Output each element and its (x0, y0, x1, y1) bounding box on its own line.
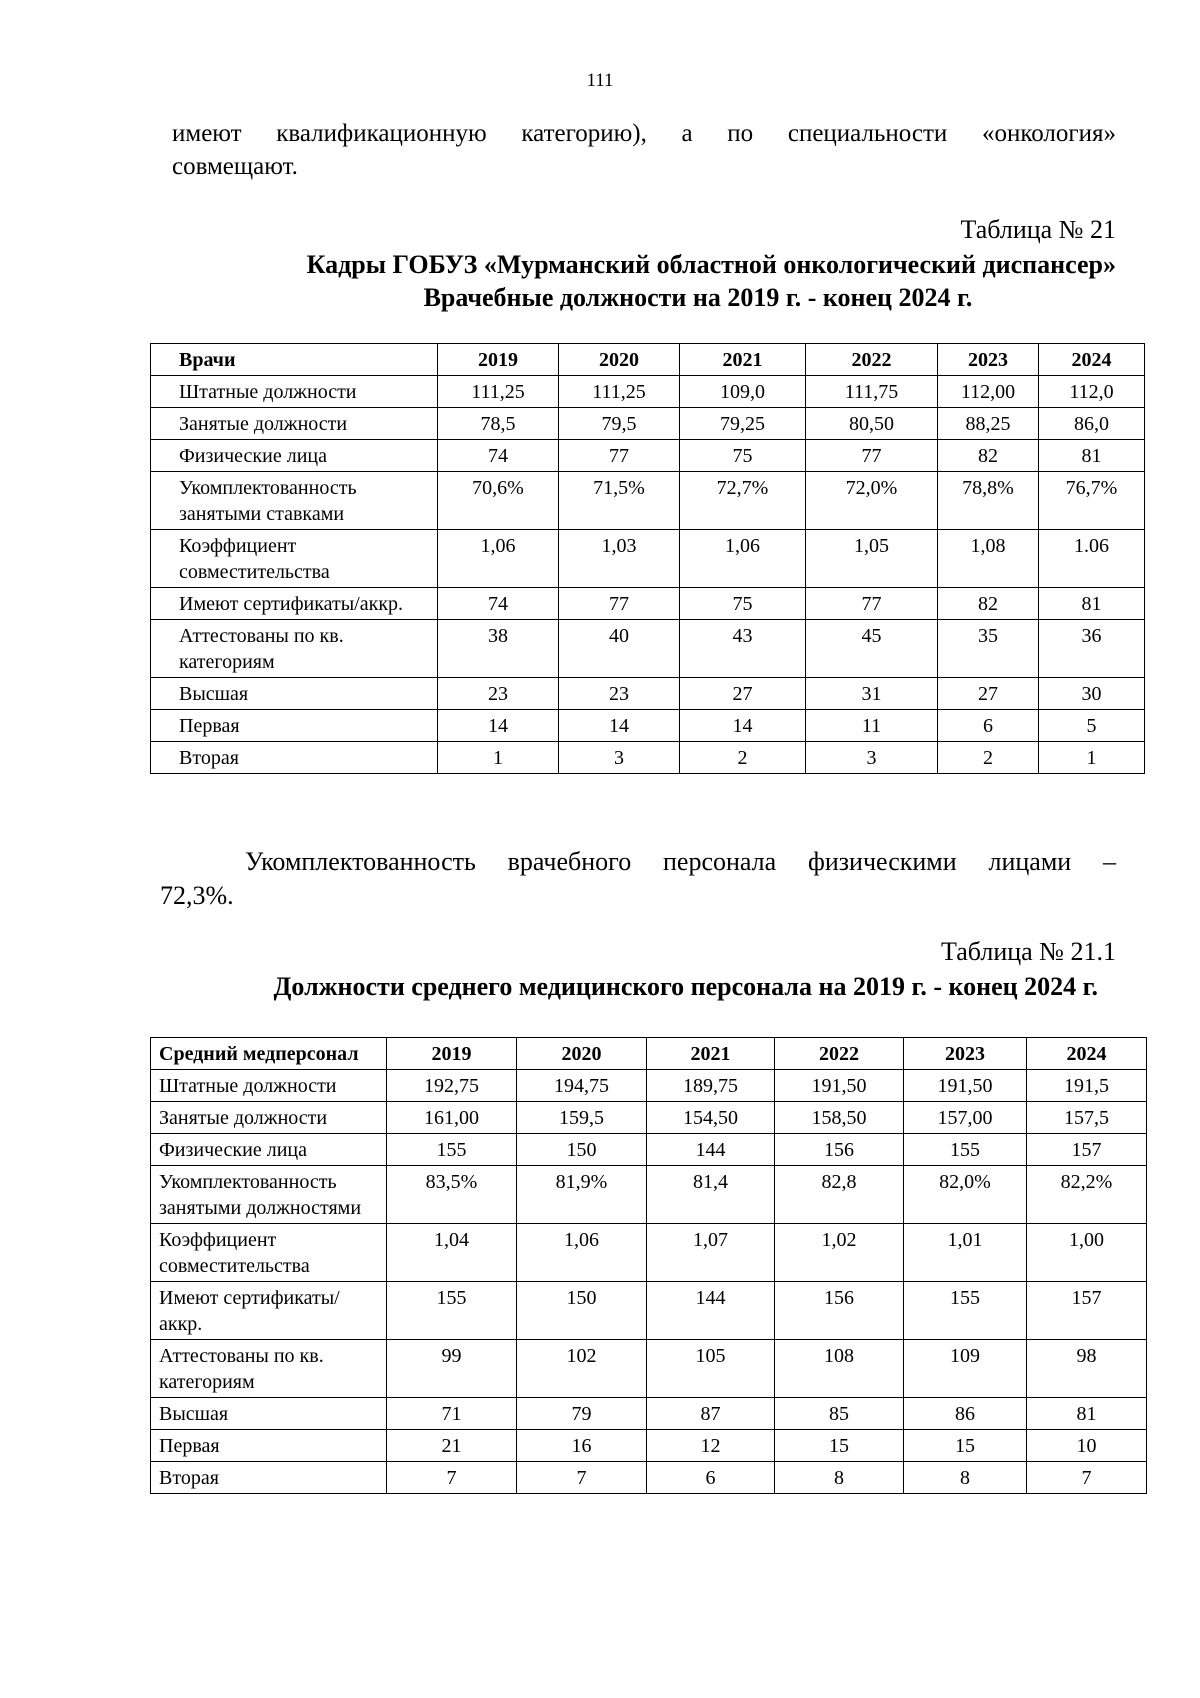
value-cell: 86 (904, 1398, 1027, 1430)
value-cell: 87 (647, 1398, 775, 1430)
table-row (151, 1340, 1147, 1398)
value-cell: 27 (680, 678, 806, 710)
table-21-1-title (150, 970, 1116, 1003)
value-cell: 157,5 (1027, 1102, 1147, 1134)
value-cell: 1 (1039, 742, 1145, 774)
value-cell: 16 (517, 1430, 647, 1462)
header-cell: Врачи (151, 344, 438, 376)
table-row (151, 408, 1145, 440)
row-label-cell: Физические лица (151, 1134, 387, 1166)
header-cell: 2024 (1027, 1038, 1147, 1070)
value-cell: 15 (904, 1430, 1027, 1462)
intro-line-1: имеют квалификационную категорию), а по специальности «онкология» (172, 120, 1116, 147)
doctors-staff-table (150, 343, 1145, 774)
value-cell: 71 (387, 1398, 517, 1430)
value-cell: 3 (806, 742, 938, 774)
page-number: 111 (586, 70, 614, 91)
value-cell: 155 (904, 1134, 1027, 1166)
header-cell: Средний медперсонал (151, 1038, 387, 1070)
value-cell: 191,50 (904, 1070, 1027, 1102)
row-label-cell: Коэффициент совместительства (151, 1224, 387, 1282)
value-cell: 81 (1039, 440, 1145, 472)
value-cell: 71,5% (559, 472, 680, 530)
value-cell: 82 (938, 588, 1039, 620)
value-cell: 74 (438, 588, 559, 620)
value-cell: 2 (680, 742, 806, 774)
value-cell: 1,08 (938, 530, 1039, 588)
intro-line-2: совмещают. (172, 153, 298, 180)
value-cell: 76,7% (1039, 472, 1145, 530)
value-cell: 192,75 (387, 1070, 517, 1102)
table-21-label: Таблица № 21 (960, 215, 1116, 244)
header-cell: 2022 (806, 344, 938, 376)
value-cell: 154,50 (647, 1102, 775, 1134)
value-cell: 11 (806, 710, 938, 742)
value-cell: 108 (775, 1340, 904, 1398)
value-cell: 155 (387, 1134, 517, 1166)
table-row (151, 376, 1145, 408)
value-cell: 77 (806, 440, 938, 472)
value-cell: 36 (1039, 620, 1145, 678)
value-cell: 1,03 (559, 530, 680, 588)
value-cell: 157,00 (904, 1102, 1027, 1134)
row-label-cell: Занятые должности (151, 1102, 387, 1134)
row-label-cell: Укомплектованность занятыми должностями (151, 1166, 387, 1224)
row-label-cell: Аттестованы по кв. категориям (151, 1340, 387, 1398)
table-row (151, 742, 1145, 774)
value-cell: 86,0 (1039, 408, 1145, 440)
value-cell: 7 (387, 1462, 517, 1494)
table-21-1-title-text: Должности среднего медицинского персонала на 2019 г. - конец 2024 г. (273, 972, 1098, 1001)
value-cell: 155 (904, 1282, 1027, 1340)
header-cell: 2019 (438, 344, 559, 376)
value-cell: 14 (559, 710, 680, 742)
table-row (151, 1224, 1147, 1282)
value-cell: 75 (680, 440, 806, 472)
value-cell: 111,75 (806, 376, 938, 408)
value-cell: 144 (647, 1282, 775, 1340)
table-row (151, 1430, 1147, 1462)
table-row (151, 710, 1145, 742)
table-21-title-line-1: Кадры ГОБУЗ «Мурманский областной онкологический диспансер» (306, 250, 1116, 279)
value-cell: 111,25 (559, 376, 680, 408)
row-label-cell: Вторая (151, 1462, 387, 1494)
value-cell: 189,75 (647, 1070, 775, 1102)
value-cell: 14 (438, 710, 559, 742)
row-label-cell: Физические лица (151, 440, 438, 472)
value-cell: 82,2% (1027, 1166, 1147, 1224)
value-cell: 10 (1027, 1430, 1147, 1462)
value-cell: 81 (1039, 588, 1145, 620)
value-cell: 23 (559, 678, 680, 710)
value-cell: 85 (775, 1398, 904, 1430)
value-cell: 7 (517, 1462, 647, 1494)
row-label-cell: Высшая (151, 1398, 387, 1430)
value-cell: 1,00 (1027, 1224, 1147, 1282)
value-cell: 194,75 (517, 1070, 647, 1102)
value-cell: 1,04 (387, 1224, 517, 1282)
row-label-cell: Первая (151, 1430, 387, 1462)
row-label-cell: Имеют сертификаты/аккр. (151, 588, 438, 620)
value-cell: 98 (1027, 1340, 1147, 1398)
value-cell: 1.06 (1039, 530, 1145, 588)
table-row (151, 588, 1145, 620)
value-cell: 191,5 (1027, 1070, 1147, 1102)
row-label-cell: Имеют сертификаты/аккр. (151, 1282, 387, 1340)
value-cell: 157 (1027, 1282, 1147, 1340)
value-cell: 158,50 (775, 1102, 904, 1134)
value-cell: 82,8 (775, 1166, 904, 1224)
value-cell: 3 (559, 742, 680, 774)
value-cell: 7 (1027, 1462, 1147, 1494)
row-label-cell: Высшая (151, 678, 438, 710)
value-cell: 35 (938, 620, 1039, 678)
value-cell: 191,50 (775, 1070, 904, 1102)
value-cell: 112,0 (1039, 376, 1145, 408)
value-cell: 6 (938, 710, 1039, 742)
table-row (151, 1070, 1147, 1102)
value-cell: 30 (1039, 678, 1145, 710)
table-row (151, 1282, 1147, 1340)
value-cell: 80,50 (806, 408, 938, 440)
value-cell: 159,5 (517, 1102, 647, 1134)
header-cell: 2023 (938, 344, 1039, 376)
value-cell: 161,00 (387, 1102, 517, 1134)
staffing-summary-paragraph (160, 845, 1116, 913)
value-cell: 1,06 (680, 530, 806, 588)
value-cell: 88,25 (938, 408, 1039, 440)
value-cell: 21 (387, 1430, 517, 1462)
value-cell: 1,07 (647, 1224, 775, 1282)
value-cell: 8 (904, 1462, 1027, 1494)
value-cell: 75 (680, 588, 806, 620)
value-cell: 99 (387, 1340, 517, 1398)
value-cell: 8 (775, 1462, 904, 1494)
value-cell: 81,4 (647, 1166, 775, 1224)
table-row (151, 440, 1145, 472)
row-label-cell: Коэффициент совместительства (151, 530, 438, 588)
table-row (151, 1102, 1147, 1134)
value-cell: 72,7% (680, 472, 806, 530)
value-cell: 82,0% (904, 1166, 1027, 1224)
table-row (151, 1134, 1147, 1166)
value-cell: 81,9% (517, 1166, 647, 1224)
value-cell: 81 (1027, 1398, 1147, 1430)
header-cell: 2021 (647, 1038, 775, 1070)
value-cell: 77 (559, 588, 680, 620)
value-cell: 78,5 (438, 408, 559, 440)
row-label-cell: Вторая (151, 742, 438, 774)
table-row (151, 472, 1145, 530)
value-cell: 111,25 (438, 376, 559, 408)
table-row (151, 1462, 1147, 1494)
row-label-cell: Аттестованы по кв. категориям (151, 620, 438, 678)
value-cell: 112,00 (938, 376, 1039, 408)
header-cell: 2024 (1039, 344, 1145, 376)
value-cell: 74 (438, 440, 559, 472)
row-label-cell: Занятые должности (151, 408, 438, 440)
header-cell: 2022 (775, 1038, 904, 1070)
value-cell: 1,06 (517, 1224, 647, 1282)
value-cell: 156 (775, 1134, 904, 1166)
value-cell: 102 (517, 1340, 647, 1398)
table-row (151, 1166, 1147, 1224)
value-cell: 38 (438, 620, 559, 678)
value-cell: 6 (647, 1462, 775, 1494)
header-cell: 2020 (559, 344, 680, 376)
value-cell: 15 (775, 1430, 904, 1462)
value-cell: 78,8% (938, 472, 1039, 530)
row-label-cell: Первая (151, 710, 438, 742)
value-cell: 27 (938, 678, 1039, 710)
value-cell: 43 (680, 620, 806, 678)
value-cell: 157 (1027, 1134, 1147, 1166)
value-cell: 144 (647, 1134, 775, 1166)
header-cell: 2019 (387, 1038, 517, 1070)
table-row (151, 620, 1145, 678)
table-21-1-label: Таблица № 21.1 (940, 937, 1116, 966)
value-cell: 156 (775, 1282, 904, 1340)
table-header-row (151, 344, 1145, 376)
value-cell: 155 (387, 1282, 517, 1340)
value-cell: 105 (647, 1340, 775, 1398)
table-row (151, 678, 1145, 710)
value-cell: 1 (438, 742, 559, 774)
value-cell: 12 (647, 1430, 775, 1462)
row-label-cell: Укомплектованность занятыми ставками (151, 472, 438, 530)
value-cell: 1,06 (438, 530, 559, 588)
row-label-cell: Штатные должности (151, 376, 438, 408)
value-cell: 77 (559, 440, 680, 472)
summary-line-2: 72,3%. (160, 881, 234, 910)
table-row (151, 1398, 1147, 1430)
header-cell: 2021 (680, 344, 806, 376)
value-cell: 31 (806, 678, 938, 710)
value-cell: 150 (517, 1134, 647, 1166)
table-header-row (151, 1038, 1147, 1070)
value-cell: 2 (938, 742, 1039, 774)
intro-paragraph (172, 117, 1116, 183)
table-row (151, 530, 1145, 588)
header-cell: 2023 (904, 1038, 1027, 1070)
header-cell: 2020 (517, 1038, 647, 1070)
value-cell: 150 (517, 1282, 647, 1340)
value-cell: 82 (938, 440, 1039, 472)
table-21-title-line-2 (150, 281, 1116, 314)
value-cell: 109 (904, 1340, 1027, 1398)
value-cell: 77 (806, 588, 938, 620)
value-cell: 40 (559, 620, 680, 678)
value-cell: 83,5% (387, 1166, 517, 1224)
summary-line-1: Укомплектованность врачебного персонала физическими лицами – (245, 847, 1116, 876)
value-cell: 109,0 (680, 376, 806, 408)
value-cell: 70,6% (438, 472, 559, 530)
value-cell: 1,01 (904, 1224, 1027, 1282)
value-cell: 5 (1039, 710, 1145, 742)
value-cell: 45 (806, 620, 938, 678)
value-cell: 72,0% (806, 472, 938, 530)
row-label-cell: Штатные должности (151, 1070, 387, 1102)
value-cell: 79,5 (559, 408, 680, 440)
value-cell: 79,25 (680, 408, 806, 440)
table-21-title-line-2-text: Врачебные должности на 2019 г. - конец 2024 г. (423, 283, 973, 312)
value-cell: 1,05 (806, 530, 938, 588)
value-cell: 1,02 (775, 1224, 904, 1282)
value-cell: 79 (517, 1398, 647, 1430)
value-cell: 14 (680, 710, 806, 742)
value-cell: 23 (438, 678, 559, 710)
nursing-staff-table (150, 1037, 1147, 1494)
